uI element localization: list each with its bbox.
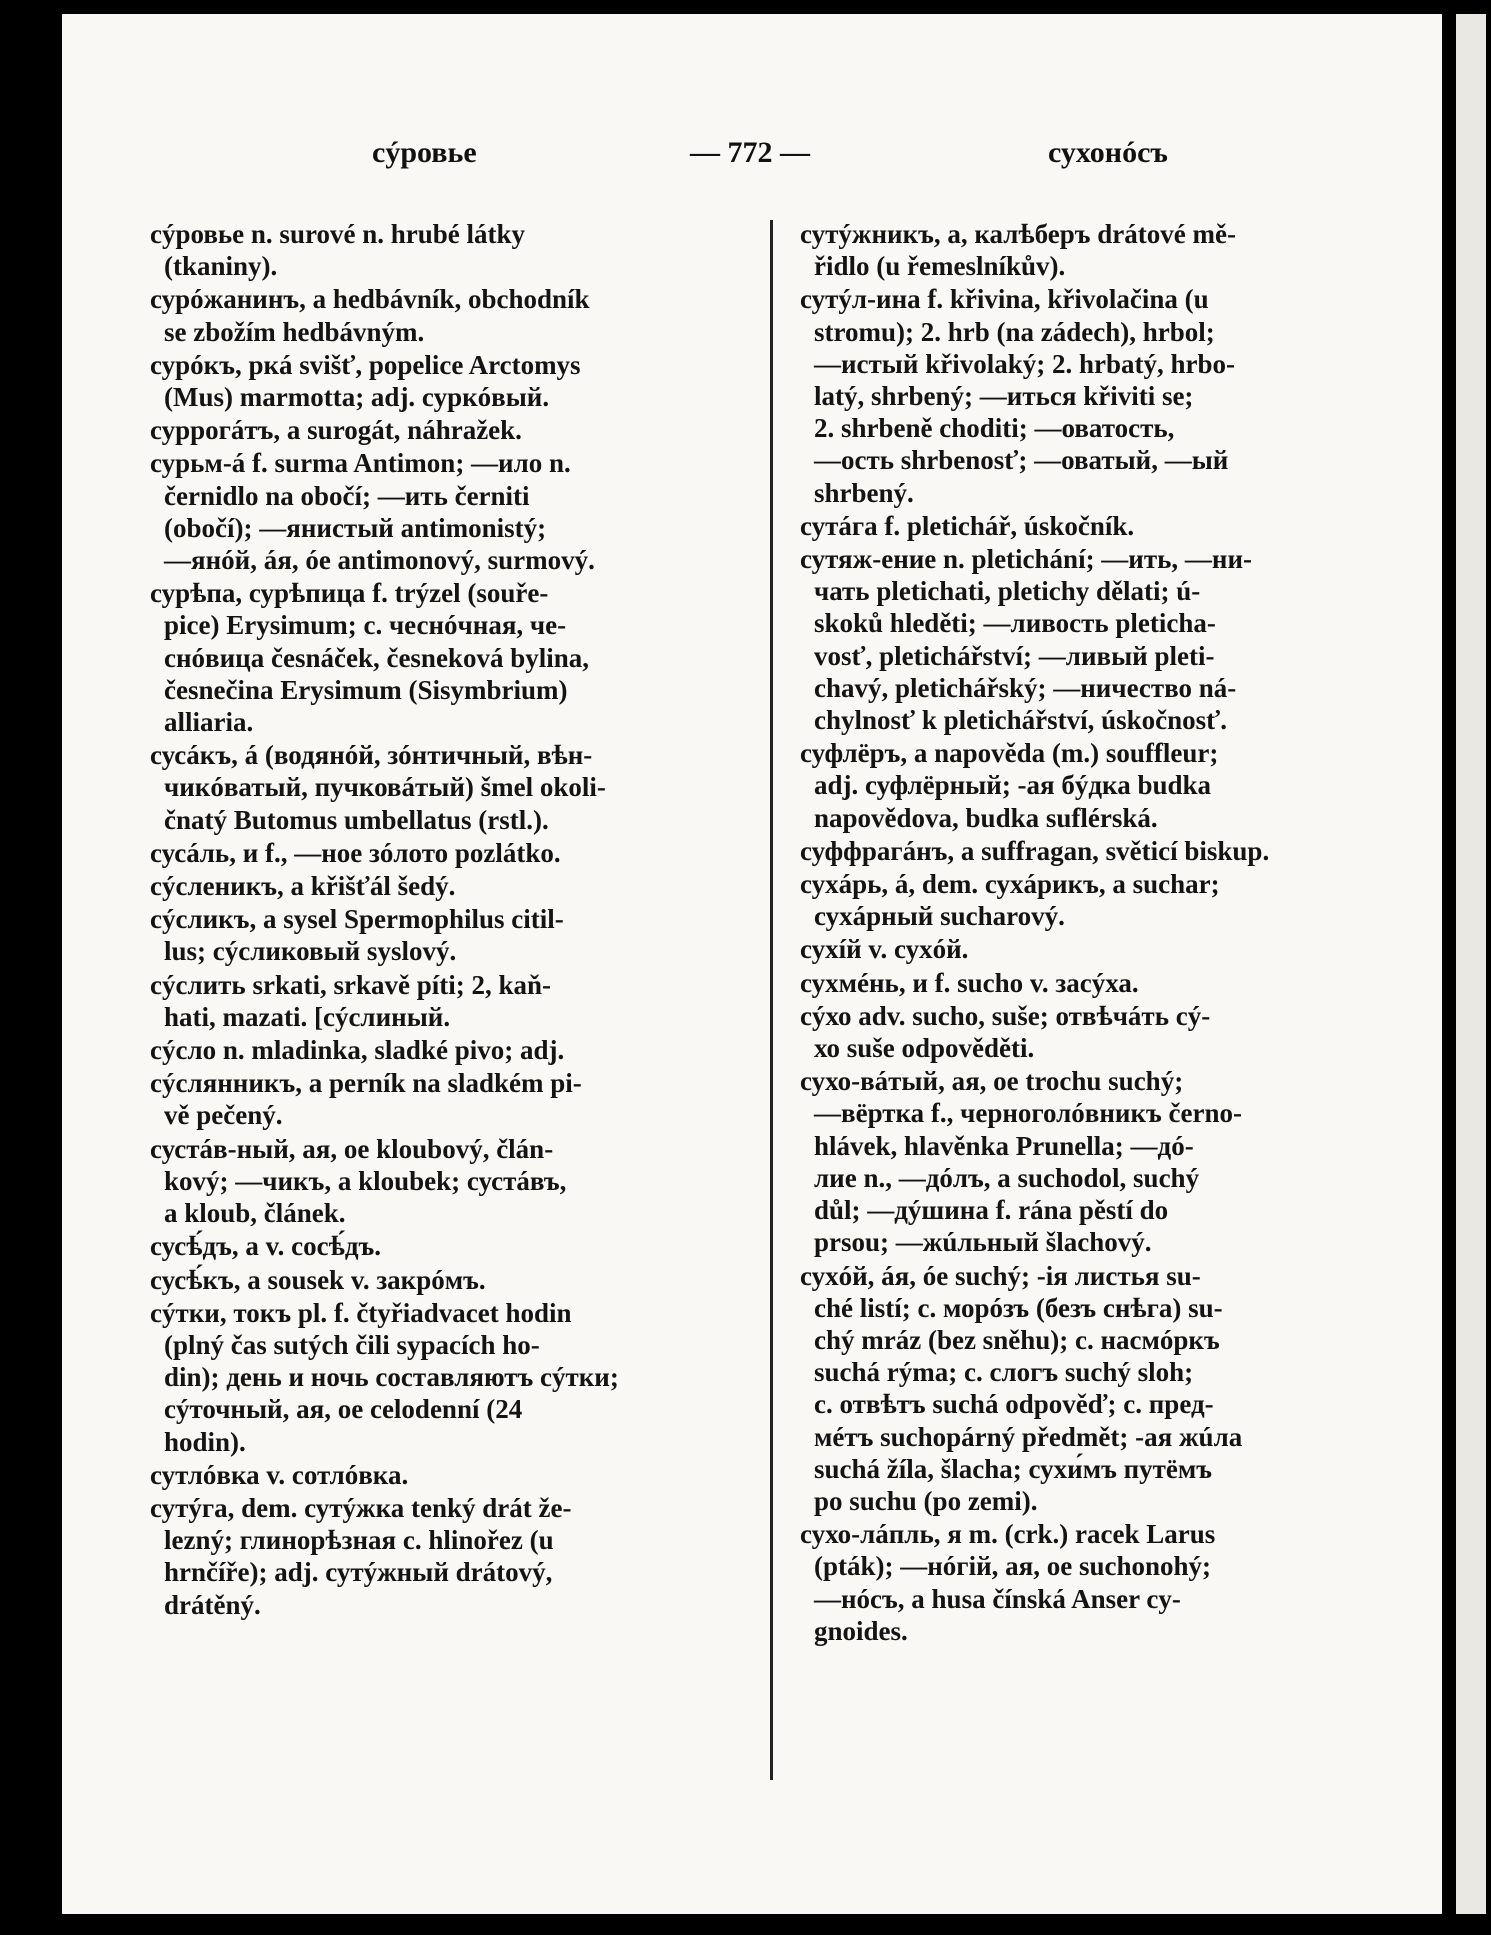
entry-line: chý mráz (bez sněhu); c. насмóркъ <box>814 1324 1220 1355</box>
entry-line: prsou; —жúльный šlachový. <box>814 1227 1152 1258</box>
entry-line: сутяж-ение n. pletichání; —ить, —ни- <box>800 544 1253 575</box>
entry-line: сухáрь, á, dem. сухáрикъ, a suchar; <box>800 869 1220 900</box>
entry-line: сýсликъ, a sysel Spermophilus citil- <box>150 904 564 935</box>
entry-line: снóвица česnáček, česneková bylina, <box>164 642 589 673</box>
entry-line: (obočí); —янистый antimonistý; <box>164 512 547 543</box>
entry-line: lus; сýсликовый syslový. <box>164 936 457 967</box>
entry-line: po suchu (po zemi). <box>814 1485 1038 1516</box>
entry-line: сýслить srkati, srkavě píti; 2, kaň- <box>150 969 551 1000</box>
dictionary-entry <box>150 739 748 836</box>
entry-line: хо suše odpověděti. <box>814 1033 1035 1064</box>
entry-line: kový; —чикъ, a kloubek; сустáвъ, <box>164 1165 567 1196</box>
entry-line: chylnosť k pletichářství, úskočnosť. <box>814 705 1227 736</box>
dictionary-entry <box>150 414 748 446</box>
entry-line: сутлóвка v. сотлóвка. <box>150 1459 409 1490</box>
entry-line: —янóй, áя, óе antimonový, surmový. <box>164 545 595 576</box>
entry-line: сýтки, токъ pl. f. čtyřiadvacet hodin <box>150 1297 572 1328</box>
entry-line: сусáкъ, á (водянóй, зóнтичный, вѣн- <box>150 740 593 771</box>
entry-line: —нóсъ, a husa čínská Anser cy- <box>814 1583 1181 1614</box>
entry-line: —истый křivolaký; 2. hrbatý, hrbo- <box>814 348 1235 379</box>
header-left-guideword: сýровье <box>372 136 477 169</box>
entry-line: a kloub, článek. <box>164 1198 346 1229</box>
entry-line: сутáга f. pletichář, úskočník. <box>800 510 1135 541</box>
dictionary-entry <box>800 835 1398 867</box>
dictionary-entry <box>150 969 748 1033</box>
entry-line: суррогáтъ, a surogát, náhražek. <box>150 415 522 446</box>
dictionary-entry <box>150 903 748 967</box>
header-page-number: — 772 — <box>690 136 810 169</box>
entry-line: gnoides. <box>814 1615 908 1646</box>
entry-line: сусѣ́дъ, a v. сосѣ́дъ. <box>150 1231 381 1262</box>
entry-line: сýровье n. surové n. hrubé látky <box>150 219 525 249</box>
entry-line: lezný; глинорѣзная c. hlinořez (u <box>164 1525 554 1556</box>
entry-line: сухóй, áя, óе suchý; -ія листья su- <box>800 1260 1201 1291</box>
dictionary-entry <box>800 933 1398 965</box>
entry-line: суффрагáнъ, a suffragan, světicí biskup. <box>800 835 1270 866</box>
entry-line: suchá rýma; c. слогъ suchý sloh; <box>814 1357 1194 1388</box>
dictionary-entry <box>800 218 1398 282</box>
entry-line: сýсло n. mladinka, sladké pivo; adj. <box>150 1035 565 1066</box>
entry-line: сусѣ́къ, a sousek v. закрóмъ. <box>150 1264 486 1295</box>
adjacent-page-edge <box>1456 14 1486 1914</box>
entry-line: сусáль, и f., —ное зóлото pozlátko. <box>150 837 561 868</box>
entry-line: сутýл-ина f. křivina, křivolačina (u <box>800 284 1209 315</box>
entry-line: —ость shrbenosť; —оватый, —ый <box>814 445 1229 476</box>
entry-line: (tkaniny). <box>164 251 278 282</box>
dictionary-entry <box>800 283 1398 508</box>
entry-line: сухо-лáпль, я m. (crk.) racek Larus <box>800 1519 1216 1550</box>
dictionary-entry <box>150 349 748 413</box>
entry-line: pice) Erysimum; c. чеснóчная, че- <box>164 610 567 641</box>
entry-line: hlávek, hlavěnka Prunella; —дó- <box>814 1130 1194 1161</box>
entry-line: se zbožím hedbávným. <box>164 316 425 347</box>
entry-line: stromu); 2. hrb (na zádech), hrbol; <box>814 316 1215 347</box>
dictionary-entry <box>150 1230 748 1262</box>
entry-line: лие n., —дóлъ, a suchodol, suchý <box>814 1162 1200 1193</box>
dictionary-entry <box>800 510 1398 542</box>
dictionary-entry <box>150 218 748 282</box>
entry-line: čnatý Butomus umbellatus (rstl.). <box>164 804 549 835</box>
dictionary-entry <box>150 1459 748 1491</box>
entry-line: сухмéнь, и f. sucho v. засýха. <box>800 967 1139 998</box>
entry-line: сýслянникъ, a perník na sladkém pi- <box>150 1068 582 1099</box>
entry-line: сýточный, ая, ое celodenní (24 <box>164 1394 523 1425</box>
entry-line: сурѣпа, сурѣпица f. trýzel (souře- <box>150 578 549 609</box>
entry-line: сухáрный sucharový. <box>814 901 1065 932</box>
right-column <box>800 218 1398 1648</box>
entry-line: сурóкъ, ркá svišť, popelice Arctomys <box>150 349 581 380</box>
entry-line: vě pečený. <box>164 1100 283 1131</box>
entry-line: сутýга, dem. сутýжка tenký drát že- <box>150 1492 572 1523</box>
dictionary-entry <box>800 1000 1398 1064</box>
dictionary-entry <box>150 837 748 869</box>
entry-line: vosť, pletichářství; —ливый pleti- <box>814 640 1215 671</box>
dictionary-entry <box>150 1264 748 1296</box>
entry-line: (pták); —нóгій, ая, ое suchonohý; <box>814 1551 1212 1582</box>
running-header <box>0 136 1491 176</box>
dictionary-entry <box>800 967 1398 999</box>
entry-line: hati, mazati. [сýслиный. <box>164 1001 451 1032</box>
dictionary-entry <box>800 543 1398 736</box>
entry-line: adj. суфлёрный; -ая бýдка budka <box>814 770 1212 801</box>
entry-line: din); день и ночь составляютъ сýтки; <box>164 1362 619 1393</box>
entry-line: důl; —дýшина f. rána pěstí do <box>814 1195 1169 1226</box>
entry-line: napovědova, budka suflérská. <box>814 802 1158 833</box>
dictionary-entry <box>800 1518 1398 1647</box>
entry-line: (plný čas sutých čili sypacích ho- <box>164 1329 540 1360</box>
entry-line: alliaria. <box>164 707 254 738</box>
dictionary-entry <box>800 1065 1398 1258</box>
dictionary-entry <box>150 870 748 902</box>
entry-line: сýсленикъ, a křišťál šedý. <box>150 871 456 902</box>
entry-line: c. отвѣтъ suchá odpověď; c. пред- <box>814 1389 1214 1420</box>
dictionary-entry <box>800 1260 1398 1518</box>
dictionary-entry <box>150 1034 748 1066</box>
entry-line: мéтъ suchopárný předmět; -ая жúла <box>814 1421 1243 1452</box>
entry-line: drátěný. <box>164 1589 261 1620</box>
entry-line: shrbený. <box>814 477 914 508</box>
entry-line: latý, shrbený; —иться křiviti se; <box>814 381 1194 412</box>
entry-line: suchá žíla, šlacha; сухи́мъ путёмъ <box>814 1453 1213 1484</box>
dictionary-entry <box>150 1492 748 1621</box>
entry-line: сустáв-ный, ая, ое kloubový, člán- <box>150 1133 554 1164</box>
entry-line: суфлёръ, a napověda (m.) souffleur; <box>800 738 1219 769</box>
entry-line: —вёртка f., черноголóвникъ černo- <box>814 1098 1242 1129</box>
entry-line: chavý, pletichářský; —ничество ná- <box>814 672 1237 703</box>
dictionary-entry <box>150 283 748 347</box>
entry-line: сýхо adv. sucho, suše; отвѣчáть сý- <box>800 1000 1211 1031</box>
dictionary-entry <box>150 447 748 576</box>
dictionary-entry <box>800 737 1398 834</box>
dictionary-entry <box>150 1067 748 1131</box>
left-column <box>150 218 748 1622</box>
entry-line: 2. shrbeně choditi; —оватость, <box>814 413 1175 444</box>
dictionary-entry <box>150 1133 748 1230</box>
entry-line: skoků hleděti; —ливость pleticha- <box>814 608 1216 639</box>
dictionary-entry <box>150 1297 748 1458</box>
dictionary-entry <box>150 577 748 738</box>
column-divider <box>770 220 773 1780</box>
header-right-guideword: сухонóсъ <box>1048 136 1168 169</box>
entry-line: сухо-вáтый, ая, ое trochu suchý; <box>800 1066 1184 1097</box>
entry-line: сурьм-á f. surma Antimon; —ило n. <box>150 448 571 479</box>
dictionary-entry <box>800 868 1398 932</box>
entry-line: сутýжникъ, a, калѣберъ drátové mě- <box>800 219 1236 249</box>
entry-line: сухíй v. сухóй. <box>800 934 969 965</box>
entry-line: černidlo na obočí; —ить černiti <box>164 480 530 511</box>
entry-line: чикóватый, пучковáтый) šmel okoli- <box>164 772 606 803</box>
entry-line: сурóжанинъ, a hedbávník, obchodník <box>150 284 590 315</box>
entry-line: česnečina Erysimum (Sisymbrium) <box>164 674 568 705</box>
entry-line: чать pletichati, pletichy dělati; ú- <box>814 576 1201 607</box>
entry-line: řidlo (u řemeslníkův). <box>814 251 1066 282</box>
entry-line: ché listí; c. морóзъ (безъ снѣга) su- <box>814 1292 1223 1323</box>
entry-line: hrnčíře); adj. сутýжный drátový, <box>164 1557 553 1588</box>
entry-line: hodin). <box>164 1426 246 1457</box>
entry-line: (Mus) marmotta; adj. суркóвый. <box>164 382 550 413</box>
